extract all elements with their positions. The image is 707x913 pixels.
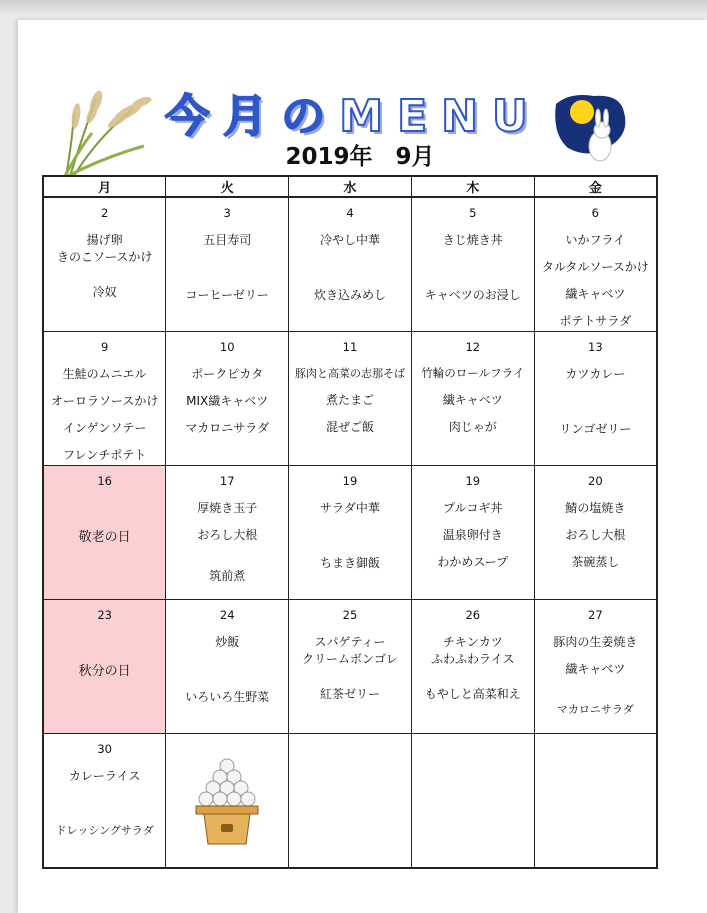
month-subtitle: 2019年 9月	[285, 144, 435, 170]
holiday-label: 秋分の日	[78, 664, 131, 679]
day-number: 2	[100, 206, 109, 220]
day-number: 13	[588, 340, 603, 354]
menu-item: 五目寿司	[203, 233, 252, 247]
week-row	[43, 466, 657, 600]
menu-item: おろし大根	[197, 528, 258, 542]
menu-item: インゲンソテー	[62, 421, 147, 435]
day-cell	[534, 600, 657, 734]
menu-item: 茶碗蒸し	[571, 555, 620, 569]
day-cell	[534, 332, 657, 466]
menu-item: 豚肉と高菜の志那そば	[294, 367, 405, 380]
menu-calendar-table	[42, 175, 658, 869]
menu-item: 紅茶ゼリー	[319, 687, 380, 701]
day-number: 10	[219, 340, 235, 354]
menu-item: ドレッシングサラダ	[55, 824, 154, 837]
day-number: 12	[465, 340, 481, 354]
menu-item: 豚肉の生姜焼き	[553, 635, 638, 649]
menu-item: 冷やし中華	[319, 233, 380, 247]
day-cell	[289, 466, 412, 600]
menu-item: スパゲティー	[314, 635, 386, 649]
empty-cell	[534, 734, 657, 869]
weekday-header: 火	[166, 176, 289, 197]
menu-item: きじ焼き丼	[442, 233, 503, 247]
menu-item: いかフライ	[565, 233, 626, 247]
menu-item: タルタルソースかけ	[541, 260, 649, 274]
menu-item: フレンチポテト	[63, 448, 147, 462]
menu-item: カレーライス	[68, 769, 141, 783]
menu-item: コーヒーゼリー	[185, 288, 269, 302]
day-number: 26	[465, 608, 481, 622]
menu-item: 肉じゃが	[448, 420, 497, 434]
menu-item: ポテトサラダ	[559, 314, 632, 328]
menu-item: サラダ中華	[320, 501, 380, 515]
menu-item: 厚焼き玉子	[197, 501, 258, 515]
day-number: 11	[342, 340, 358, 354]
menu-item: キャベツのお浸し	[424, 288, 521, 302]
day-cell	[166, 332, 289, 466]
holiday-cell	[43, 600, 166, 734]
day-cell	[166, 466, 289, 600]
menu-item: カツカレー	[565, 367, 626, 381]
holiday-cell	[43, 466, 166, 600]
day-cell	[411, 466, 534, 600]
menu-item: きのこソースかけ	[56, 250, 153, 264]
menu-item: 揚げ卵	[86, 233, 123, 247]
day-number: 4	[346, 206, 354, 220]
day-number: 5	[469, 206, 477, 220]
menu-item: 煮たまご	[325, 393, 374, 407]
menu-item: マカロニサラダ	[556, 703, 634, 716]
day-number: 19	[342, 474, 358, 488]
day-number: 6	[591, 206, 599, 220]
weekday-header-row	[43, 176, 657, 197]
menu-item: クリームボンゴレ	[301, 652, 398, 666]
tsukimi-dango-icon	[192, 756, 262, 848]
day-cell	[166, 600, 289, 734]
menu-item: 鯖の塩焼き	[565, 501, 626, 515]
day-number: 25	[342, 608, 358, 622]
day-cell	[411, 332, 534, 466]
weekday-header: 月	[43, 176, 166, 197]
window-top-shadow	[0, 0, 707, 16]
day-number: 19	[465, 474, 481, 488]
menu-item: 筑前煮	[209, 569, 246, 583]
day-cell	[43, 197, 166, 332]
menu-item: おろし大根	[565, 528, 626, 542]
menu-item: リンゴゼリー	[559, 422, 632, 436]
holiday-label: 敬老の日	[78, 530, 131, 545]
day-cell	[289, 332, 412, 466]
week-row	[43, 600, 657, 734]
day-number: 27	[588, 608, 603, 622]
day-number: 20	[588, 474, 603, 488]
menu-item: 炒飯	[215, 635, 240, 649]
menu-item: 竹輪のロールフライ	[421, 366, 525, 380]
day-cell	[411, 600, 534, 734]
menu-item: ポークピカタ	[191, 367, 264, 381]
day-cell	[534, 197, 657, 332]
weekday-header: 水	[289, 176, 412, 197]
day-cell	[411, 197, 534, 332]
menu-item: 繊キャベツ	[442, 393, 503, 407]
menu-item: もやしと高菜和え	[424, 687, 521, 701]
day-number: 16	[97, 474, 112, 488]
week-row	[43, 734, 657, 869]
menu-item: いろいろ生野菜	[185, 690, 270, 704]
day-cell	[534, 466, 657, 600]
day-number: 9	[100, 340, 109, 354]
page-title: 今月のMENU	[165, 91, 542, 142]
menu-item: 繊キャベツ	[565, 287, 626, 301]
menu-item: チキンカツ	[442, 635, 503, 649]
day-number: 3	[223, 206, 231, 220]
menu-item: わかめスープ	[437, 555, 509, 569]
empty-cell	[411, 734, 534, 869]
menu-item: プルコギ丼	[443, 501, 503, 515]
menu-item: ふわふわライス	[431, 652, 515, 666]
menu-item: MIX繊キャベツ	[186, 394, 269, 408]
day-number: 23	[97, 608, 112, 622]
day-cell	[289, 197, 412, 332]
empty-cell	[289, 734, 412, 869]
day-number: 30	[97, 742, 112, 756]
menu-item: 温泉卵付き	[442, 528, 503, 542]
menu-item: オーロラソースかけ	[50, 394, 159, 408]
menu-item: 繊キャベツ	[565, 662, 626, 676]
weekday-header: 木	[411, 176, 534, 197]
day-cell	[166, 197, 289, 332]
menu-item: マカロニサラダ	[185, 421, 270, 435]
weekday-header: 金	[534, 176, 657, 197]
day-cell	[289, 600, 412, 734]
day-cell	[43, 332, 166, 466]
day-cell	[166, 734, 289, 869]
week-row	[43, 197, 657, 332]
menu-item: 炊き込みめし	[313, 288, 386, 302]
day-cell	[43, 734, 166, 869]
menu-item: 生鮭のムニエル	[62, 367, 147, 381]
menu-item: ちまき御飯	[319, 556, 380, 570]
day-number: 17	[219, 474, 235, 488]
day-number: 24	[219, 608, 235, 622]
menu-item: 混ぜご飯	[325, 420, 374, 434]
week-row	[43, 332, 657, 466]
menu-item: 冷奴	[92, 285, 117, 299]
